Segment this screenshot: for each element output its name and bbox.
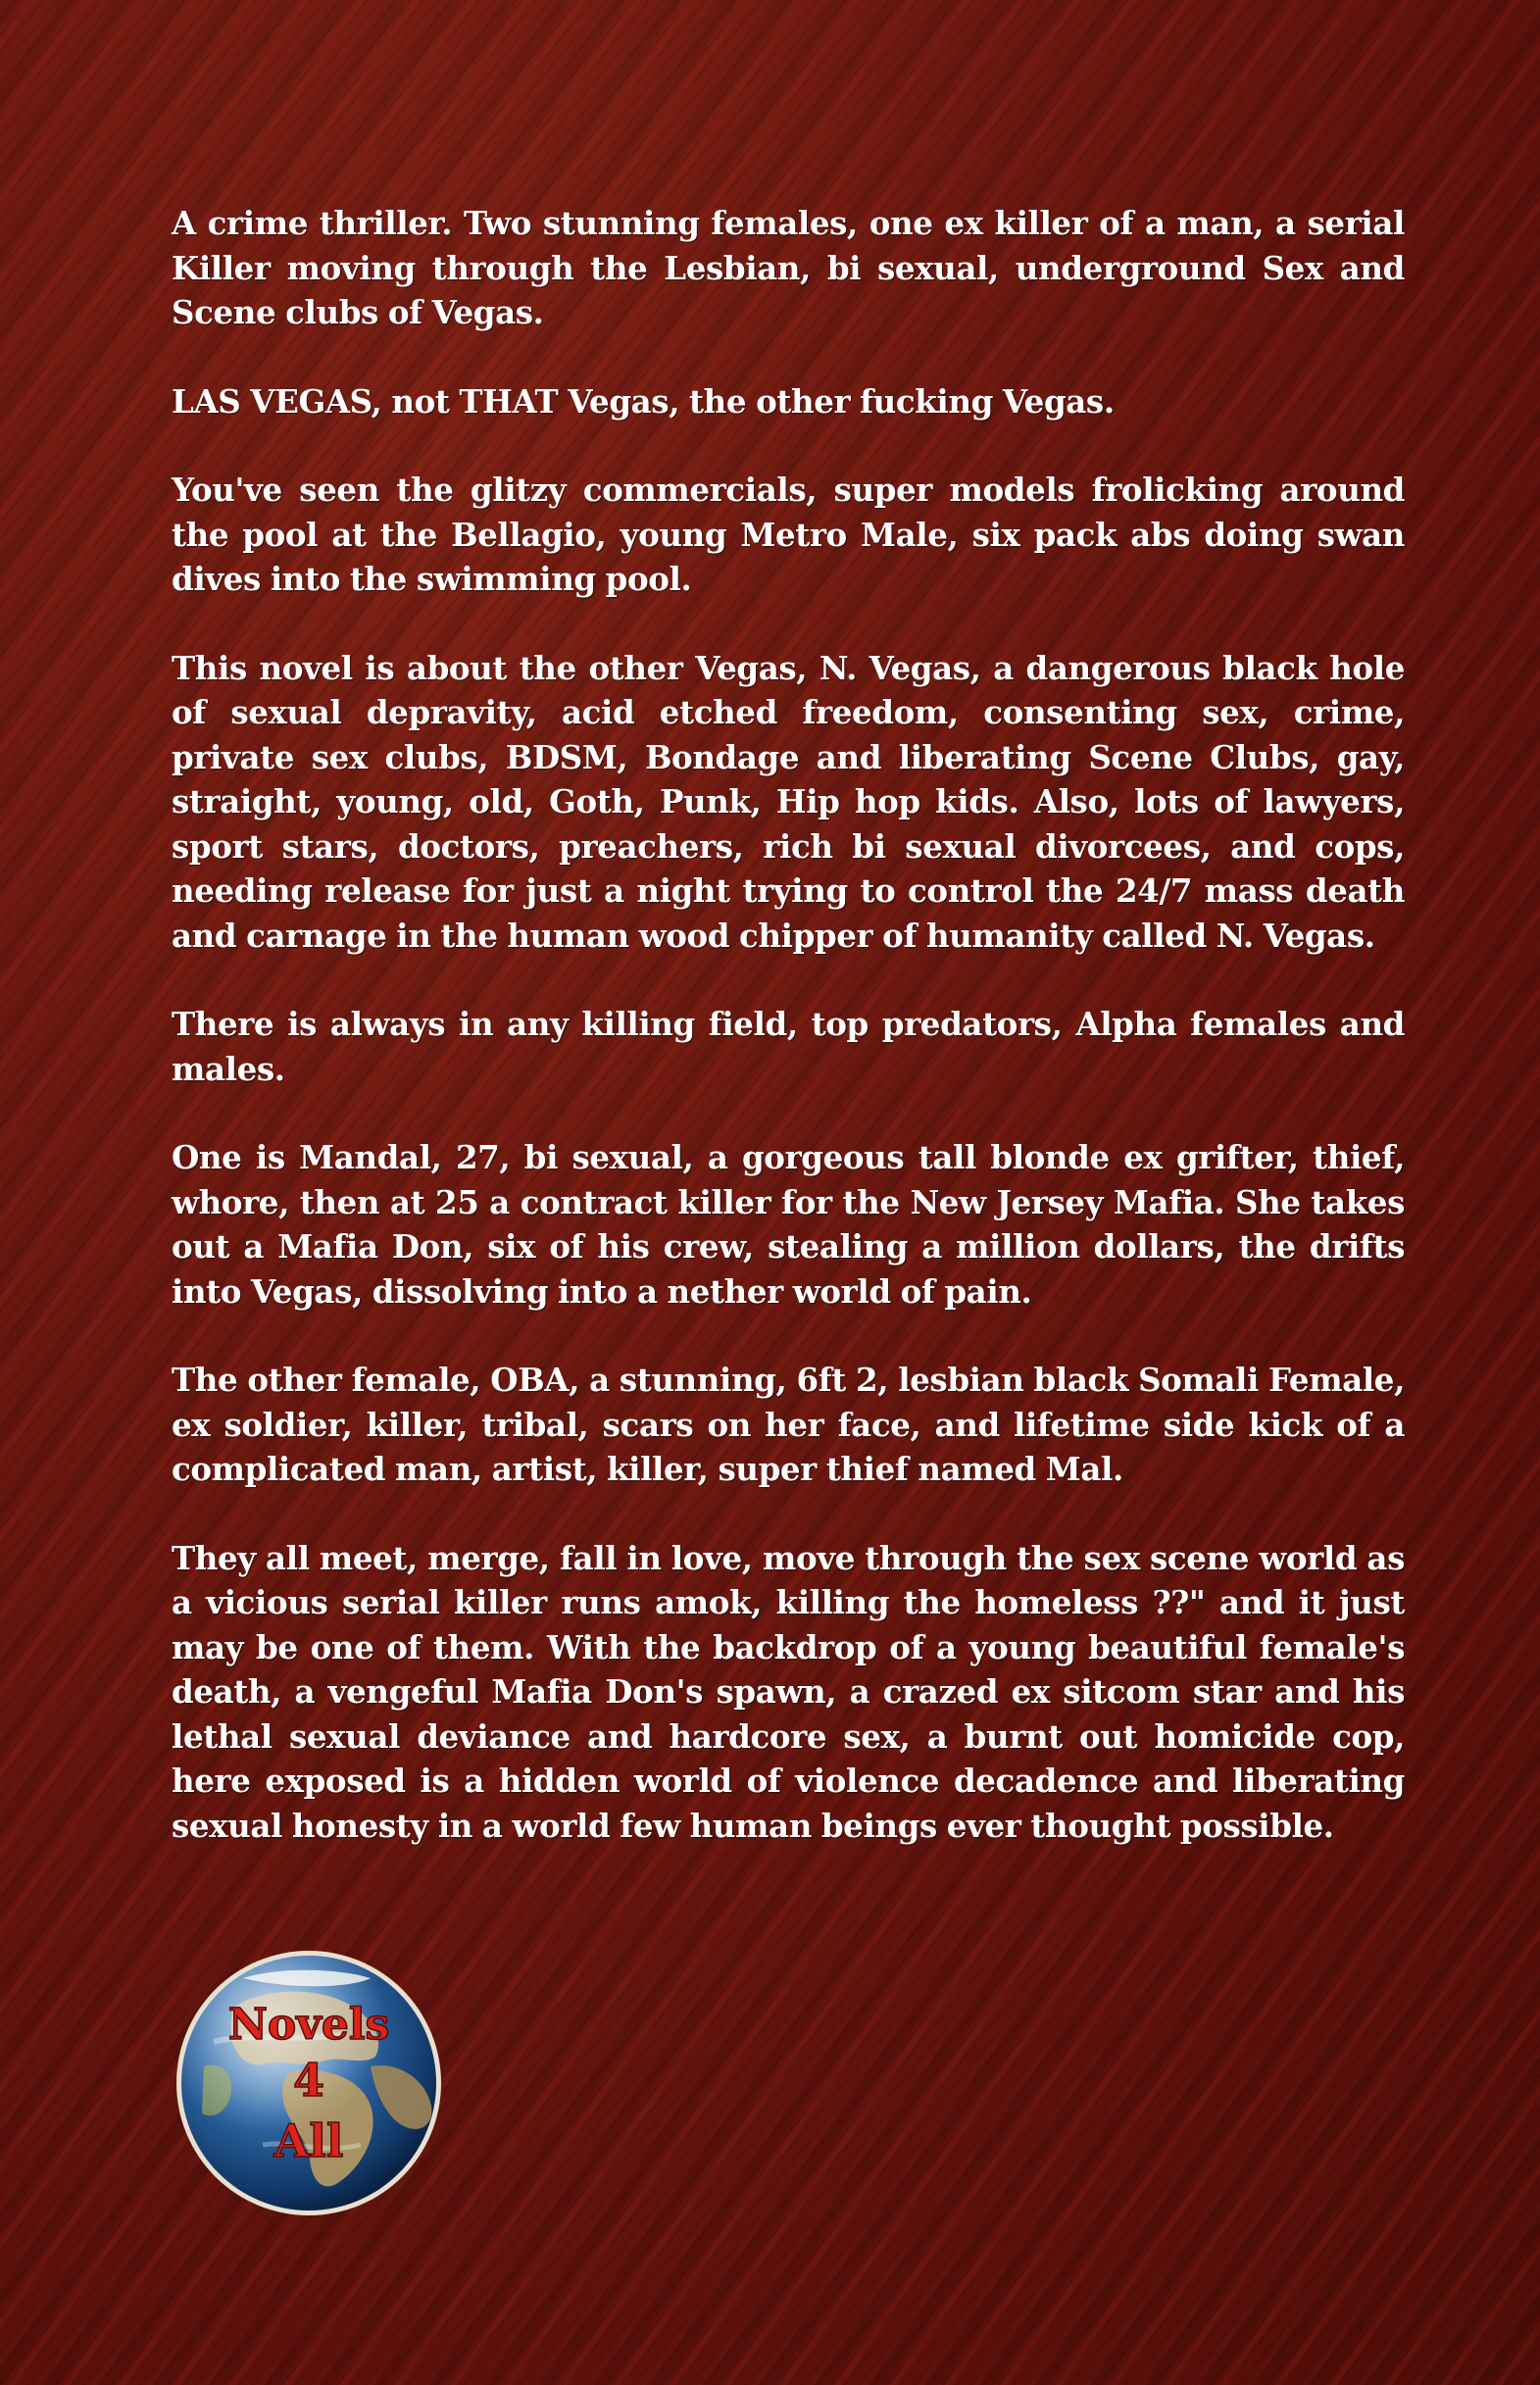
blurb-paragraph-7: The other female, OBA, a stunning, 6ft 2, lesbian black Somali Female, ex soldier, killer, tribal, scars on her face, and lifetime side kick of a complicated man, artist, killer, super thief named Mal.: [172, 1361, 1405, 1488]
logo-text-all: All: [273, 2114, 344, 2167]
blurb-paragraph-1: A crime thriller. Two stunning females, one ex killer of a man, a serial Killer moving through the Lesbian, bi sexual, underground Sex and Scene clubs of Vegas.: [172, 204, 1405, 331]
blurb-paragraph-4: This novel is about the other Vegas, N. Vegas, a dangerous black hole of sexual depravity, acid etched freedom, consenting sex, crime, private sex clubs, BDSM, Bondage and liberating Scene Clubs, gay, straight, young, old, Goth, Punk, Hip hop kids. Also, lots of lawyers, sport stars, doctors, preachers, rich bi sexual divorcees, and cops, needing release for just a night trying to control the 24/7 mass death and carnage in the human wood chipper of humanity called N. Vegas.: [172, 648, 1405, 955]
logo-text-novels: Novels: [227, 2000, 390, 2050]
blurb-paragraph-3: You've seen the glitzy commercials, super models frolicking around the pool at the Bellagio, young Metro Male, six pack abs doing swan dives into the swimming pool.: [172, 471, 1405, 598]
blurb-paragraph-8: They all meet, merge, fall in love, move through the sex scene world as a vicious serial killer runs amok, killing the homeless ??" and it just may be one of them. With the backdrop of a young beautiful female's death, a vengeful Mafia Don's spawn, a crazed ex sitcom star and his lethal sexual deviance and hardcore sex, a burnt out homicide cop, here exposed is a hidden world of violence decadence and liberating sexual honesty in a world few human beings ever thought possible.: [172, 1538, 1405, 1845]
publisher-logo-globe: [174, 1949, 443, 2217]
blurb-paragraph-6: One is Mandal, 27, bi sexual, a gorgeous tall blonde ex grifter, thief, whore, then at 25 a contract killer for the New Jersey Mafia. She takes out a Mafia Don, six of his crew, stealing a million dollars, the drifts into Vegas, dissolving into a nether world of pain.: [172, 1138, 1405, 1311]
blurb-paragraph-5: There is always in any killing field, top predators, Alpha females and males.: [172, 1005, 1405, 1088]
blurb-paragraph-2: LAS VEGAS, not THAT Vegas, the other fucking Vegas.: [172, 381, 1115, 421]
book-blurb: [172, 201, 1405, 1892]
logo-text-4: 4: [292, 2054, 325, 2107]
